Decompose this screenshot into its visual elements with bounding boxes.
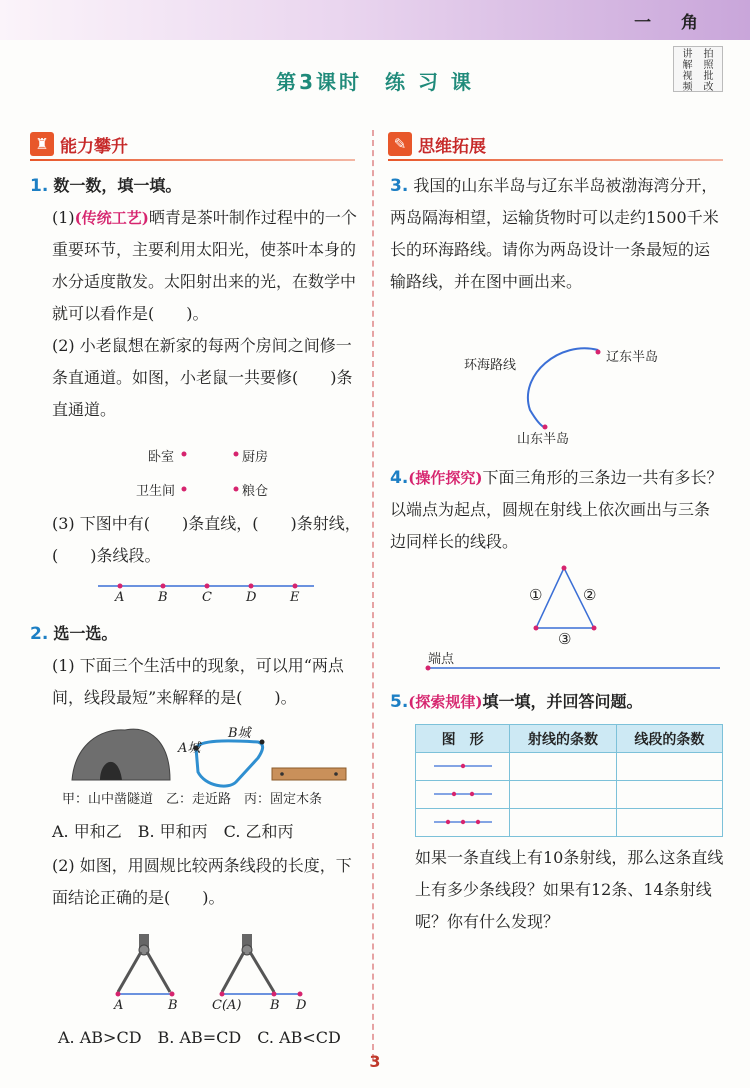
question-number: 5. — [390, 692, 409, 712]
table-header: 线段的条数 — [616, 725, 722, 753]
point-label: D — [246, 590, 257, 605]
side-label: ③ — [558, 630, 572, 648]
table-header: 图 形 — [416, 725, 510, 753]
question-heading: 填一填，并回答问题。 — [482, 692, 643, 711]
city-b-label: B城 — [228, 726, 251, 741]
line-three-points-figure — [432, 817, 494, 827]
video-box-char: 频 — [682, 82, 693, 93]
table-row — [416, 809, 723, 837]
rays-count-cell[interactable] — [510, 753, 616, 781]
question-number: 1. — [30, 176, 49, 196]
triangle-vertex — [534, 626, 539, 631]
illustration-caption: 甲：山中凿隧道 乙：走近路 丙：固定木条 — [62, 792, 323, 807]
question-number: 2. — [30, 624, 49, 644]
part-number: (1) — [52, 208, 75, 227]
video-box-char: 拍 — [703, 49, 714, 60]
part-text: (2) 如图，用圆规比较两条线段的长度，下面结论正确的是( )。 — [52, 856, 352, 907]
segments-count-cell[interactable] — [616, 753, 722, 781]
question-text: 我国的山东半岛与辽东半岛被渤海湾分开，两岛隔海相望，运输货物时可以走约1500千米长的环海路线。请你为两岛设计一条最短的运输路线，并在图中画出来。 — [390, 176, 719, 291]
tradition-tag: (传统工艺) — [74, 209, 149, 227]
climb-icon: ♜ — [30, 132, 54, 156]
video-box-char: 改 — [703, 82, 714, 93]
point-label: A — [114, 998, 124, 1013]
point-label: C(A) — [212, 998, 242, 1013]
question-text: 如果一条直线上有10条射线，那么这条直线上有多少条线段？如果有12条、14条射线呢？你有什么发现？ — [415, 848, 724, 931]
rays-count-cell[interactable] — [510, 781, 616, 809]
lesson-title: 第3课时 练 习 课 — [276, 70, 474, 94]
video-box-char: 讲 — [682, 49, 693, 60]
figure-cell — [416, 781, 510, 809]
segments-count-cell[interactable] — [616, 781, 722, 809]
section-title: 能力攀升 — [60, 136, 128, 157]
table-row — [416, 753, 723, 781]
figure-cell — [416, 753, 510, 781]
section-title: 思维拓展 — [418, 136, 486, 157]
route-label: 环海路线 — [464, 358, 517, 373]
shandong-label: 山东半岛 — [517, 432, 570, 447]
pattern-tag: (探索规律) — [408, 693, 483, 711]
video-box-char: 解 — [682, 60, 693, 71]
question-number: 3. — [390, 176, 409, 196]
city-a-label: A城 — [178, 741, 201, 756]
point-label: B — [158, 590, 168, 605]
rays-segments-table — [415, 724, 723, 837]
part-text: 晒青是茶叶制作过程中的一个重要环节，主要利用太阳光，使茶叶本身的水分适度散发。太阳射出来的光，在数学中就可以看作是( )。 — [52, 208, 357, 323]
triangle-vertex — [562, 566, 567, 571]
figure-cell — [416, 809, 510, 837]
point-label: C — [202, 590, 212, 605]
question-number: 4. — [390, 468, 409, 488]
liaodong-label: 辽东半岛 — [606, 350, 659, 365]
point-label: E — [290, 590, 300, 605]
options-line: A. 甲和乙 B. 甲和丙 C. 乙和丙 — [52, 822, 294, 841]
part-text: (2) 小老鼠想在新家的每两个房间之间修一条直通道。如图，小老鼠一共要修( )条直通道。 — [52, 336, 353, 419]
endpoint-label: 端点 — [428, 652, 455, 667]
video-box-char: 视 — [682, 71, 693, 82]
video-box-char: 批 — [703, 71, 714, 82]
operation-tag: (操作探究) — [408, 469, 483, 487]
video-box-char: 照 — [703, 60, 714, 71]
line-one-point-figure — [432, 761, 494, 771]
part-text: (1) 下面三个生活中的现象，可以用“两点间，线段最短”来解释的是( )。 — [52, 656, 344, 707]
room-label: 卧室 — [148, 450, 175, 465]
question-heading: 数一数，填一填。 — [53, 176, 182, 195]
table-header: 射线的条数 — [510, 725, 616, 753]
page-number: 3 — [369, 1052, 381, 1071]
room-label: 粮仓 — [242, 484, 269, 499]
question-heading: 选一选。 — [53, 624, 118, 643]
options-line: A. AB>CD B. AB=CD C. AB<CD — [58, 1028, 341, 1047]
triangle-vertex — [592, 626, 597, 631]
table-row — [416, 781, 723, 809]
point-label: A — [115, 590, 125, 605]
rays-count-cell[interactable] — [510, 809, 616, 837]
pencil-icon: ✎ — [388, 132, 412, 156]
part-text: (3) 下图中有( )条直线，( )条射线，( )条线段。 — [52, 514, 361, 565]
table-header-row — [416, 725, 723, 753]
question-5 — [390, 686, 725, 718]
side-label: ② — [583, 586, 597, 604]
side-label: ① — [529, 586, 543, 604]
corner-label: 一 角 — [634, 13, 710, 33]
line-two-points-figure — [432, 789, 494, 799]
question-text: 下面三角形的三条边一共有多长？以端点为起点，圆规在射线上依次画出与三条边同样长的线段。 — [390, 468, 723, 551]
room-label: 卫生间 — [136, 484, 176, 499]
point-label: D — [296, 998, 307, 1013]
segments-count-cell[interactable] — [616, 809, 722, 837]
point-label: B — [270, 998, 280, 1013]
point-label: B — [168, 998, 178, 1013]
room-label: 厨房 — [242, 450, 269, 465]
